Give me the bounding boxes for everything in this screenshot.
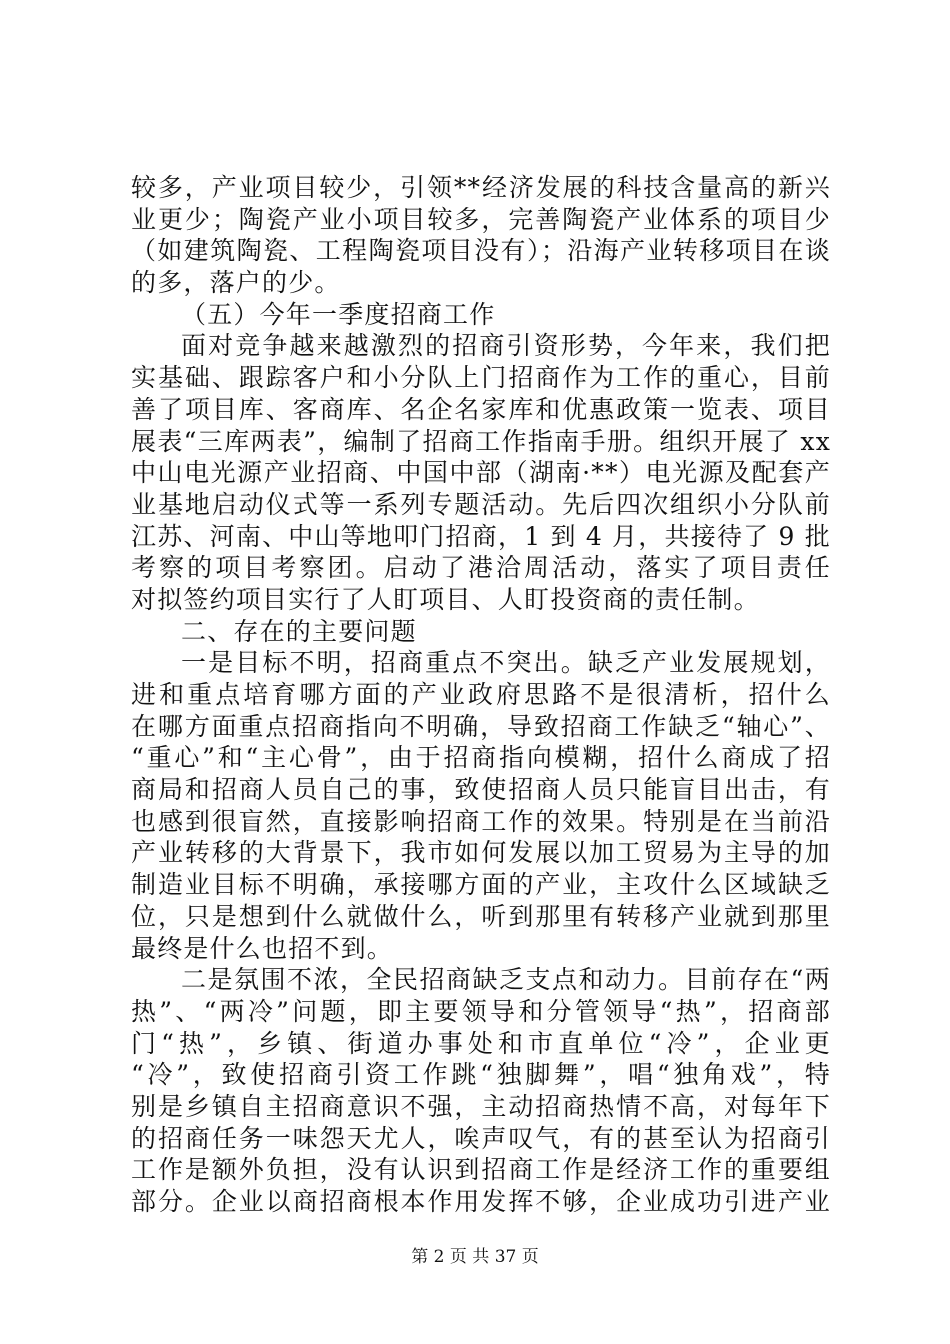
text-line: 面对竞争越来越激烈的招商引资形势，今年来，我们把	[181, 331, 831, 361]
text-line: 业基地启动仪式等一系列专题活动。先后四次组织小分队前	[131, 489, 831, 519]
text-line: 商局和招商人员自己的事，致使招商人员只能盲目出击，有	[131, 775, 831, 805]
text-line: 业更少；陶瓷产业小项目较多，完善陶瓷产业体系的项目少	[131, 204, 831, 234]
text-line: 工作是额外负担，没有认识到招商工作是经济工作的重要组	[131, 1155, 831, 1185]
text-line: “冷”，致使招商引资工作跳“独脚舞”，唱“独角戏”，特	[131, 1060, 831, 1090]
text-line: （五）今年一季度招商工作	[181, 299, 496, 329]
text-line: 最终是什么也招不到。	[131, 933, 394, 963]
text-line: 二是氛围不浓，全民招商缺乏支点和动力。目前存在“两	[181, 965, 831, 995]
text-line: 热”、“两冷”问题，即主要领导和分管领导“热”，招商部	[131, 996, 831, 1026]
body-text	[131, 172, 831, 1218]
text-line: 的招商任务一味怨天尤人，唉声叹气，有的甚至认为招商引	[131, 1123, 831, 1153]
text-line: （如建筑陶瓷、工程陶瓷项目没有）；沿海产业转移项目在谈	[131, 236, 831, 266]
text-line: 在哪方面重点招商指向不明确，导致招商工作缺乏“轴心”、	[131, 711, 831, 741]
text-line: 中山电光源产业招商、中国中部（湖南·**）电光源及配套产	[131, 458, 831, 488]
text-line: 二、存在的主要问题	[181, 616, 417, 646]
text-line: 进和重点培育哪方面的产业政府思路不是很清析，招什么	[131, 680, 831, 709]
text-line: “重心”和“主心骨”，由于招商指向模糊，招什么商成了招	[131, 743, 831, 773]
text-line: 江苏、河南、中山等地叩门招商，1 到 4 月，共接待了 9 批	[131, 521, 831, 551]
text-line: 的多，落户的少。	[131, 268, 341, 298]
text-line: 也感到很盲然，直接影响招商工作的效果。特别是在当前沿	[131, 806, 831, 836]
text-line: 展表“三库两表”，编制了招商工作指南手册。组织开展了 xx	[131, 426, 831, 456]
text-line: 一是目标不明，招商重点不突出。缺乏产业发展规划，	[181, 648, 831, 678]
text-line: 产业转移的大背景下，我市如何发展以加工贸易为主导的加	[131, 838, 831, 868]
text-line: 对拟签约项目实行了人盯项目、人盯投资商的责任制。	[131, 584, 760, 614]
page-footer: 第 2 页 共 37 页	[411, 1247, 539, 1267]
text-line: 较多，产业项目较少，引领**经济发展的科技含量高的新兴	[131, 173, 831, 202]
text-line: 制造业目标不明确，承接哪方面的产业，主攻什么区域缺乏	[131, 870, 831, 900]
text-line: 别是乡镇自主招商意识不强，主动招商热情不高，对每年下	[131, 1091, 831, 1121]
text-line: 考察的项目考察团。启动了港洽周活动，落实了项目责任	[131, 553, 831, 583]
text-line: 善了项目库、客商库、名企名家库和优惠政策一览表、项目	[131, 394, 831, 424]
text-line: 门“热”，乡镇、街道办事处和市直单位“冷”，企业更	[131, 1028, 831, 1058]
text-line: 部分。企业以商招商根本作用发挥不够，企业成功引进产业	[131, 1187, 831, 1216]
text-line: 位，只是想到什么就做什么，听到那里有转移产业就到那里	[131, 901, 831, 931]
text-line: 实基础、跟踪客户和小分队上门招商作为工作的重心，目前	[131, 363, 831, 393]
